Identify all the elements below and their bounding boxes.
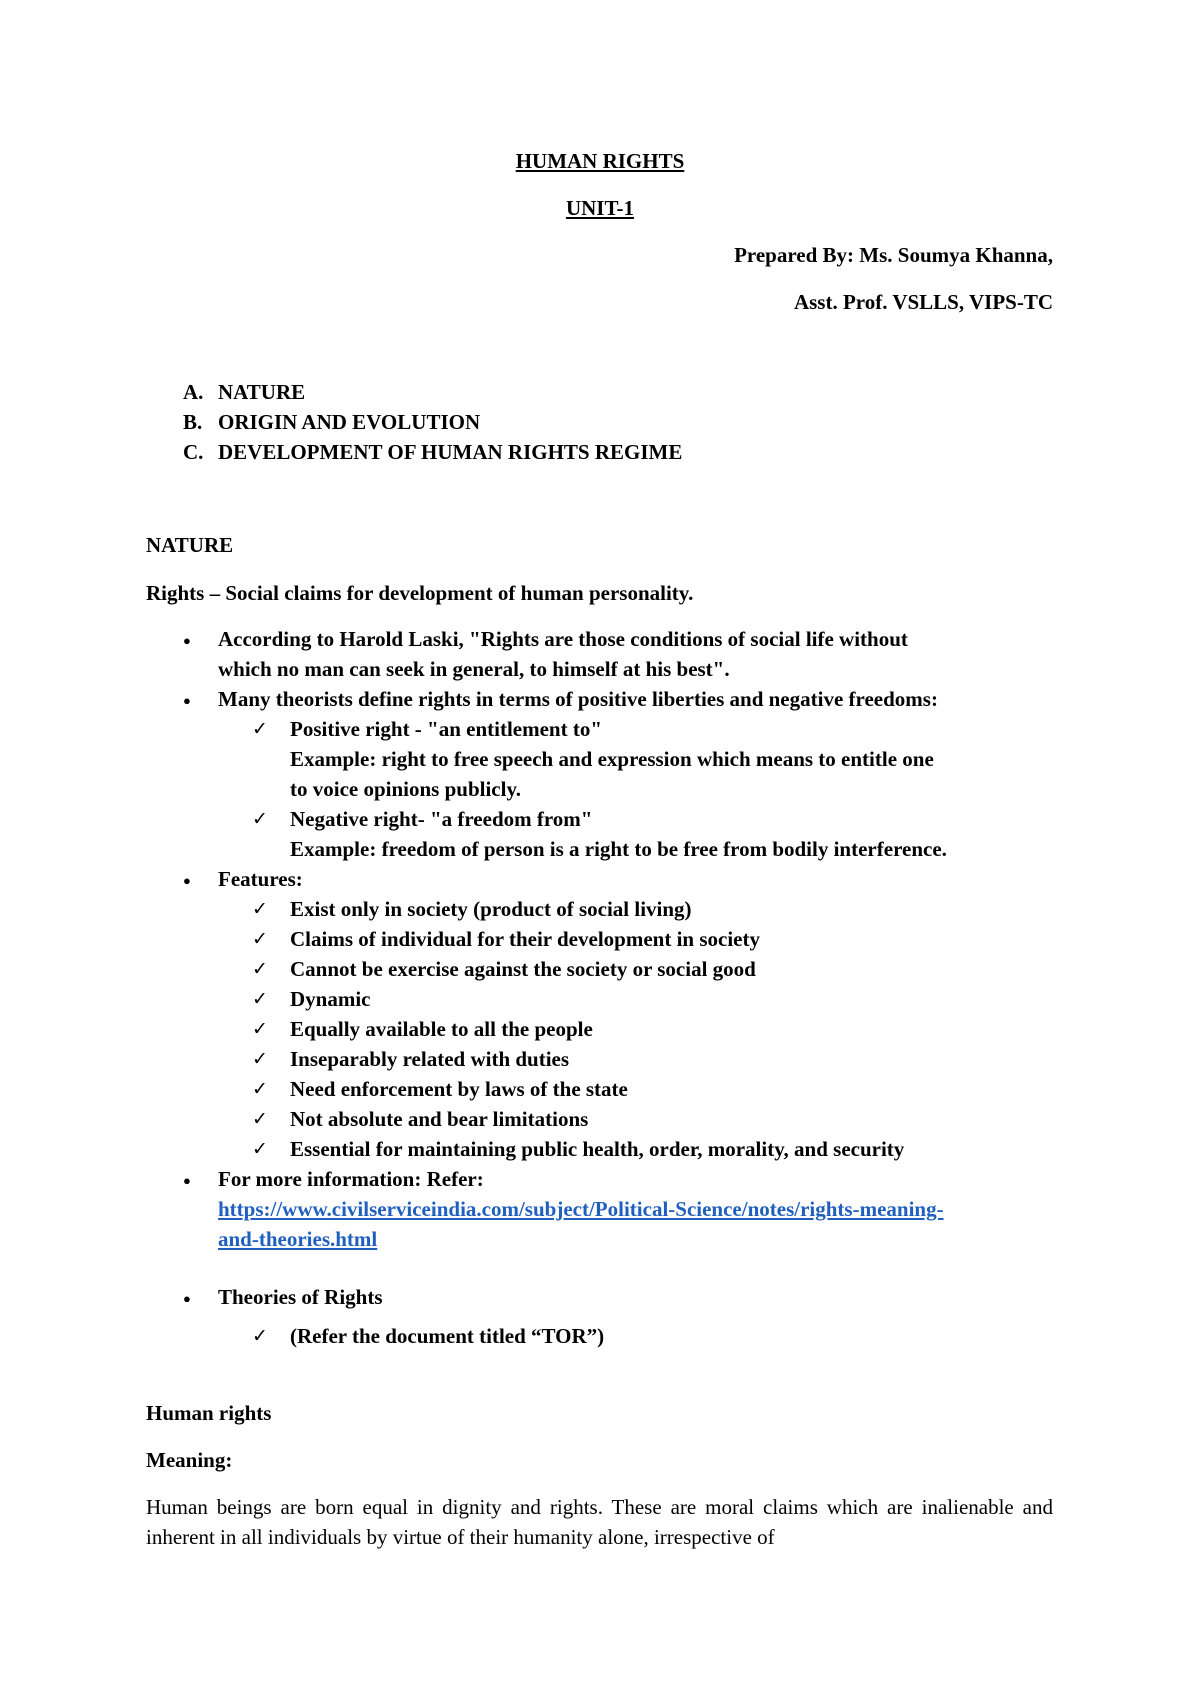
theories-reference: (Refer the document titled “TOR”) [290,1324,605,1348]
features-label: Features: [218,867,303,891]
checkmark-icon: ✓ [252,988,268,1010]
author-affiliation: Asst. Prof. VSLLS, VIPS-TC [793,290,1053,314]
checkmark-icon: ✓ [252,1018,268,1040]
toc-item: DEVELOPMENT OF HUMAN RIGHTS REGIME [218,440,683,464]
feature-item: Need enforcement by laws of the state [290,1077,628,1101]
laski-quote-line1: According to Harold Laski, "Rights are those conditions of social life without [218,627,908,651]
feature-item: Essential for maintaining public health, order, morality, and security [290,1137,905,1161]
checkmark-icon: ✓ [252,928,268,950]
section-heading-human-rights: Human rights [146,1401,272,1425]
document-title: HUMAN RIGHTS [515,149,685,173]
meaning-paragraph: Human beings are born equal in dignity and rights. These are moral claims which are inalienable and inherent in all individuals by virtue of their humanity alone, irrespective of [146,1495,1053,1549]
laski-quote-line2: which no man can seek in general, to himself at his best". [218,657,730,681]
bullet-icon: ● [183,1291,191,1306]
unit-label: UNIT-1 [565,196,635,220]
checkmark-icon: ✓ [252,718,268,740]
checkmark-icon: ✓ [252,958,268,980]
negative-right-example: Example: freedom of person is a right to be free from bodily interference. [290,837,947,861]
checkmark-icon: ✓ [252,1138,268,1160]
bullet-icon: ● [183,1173,191,1188]
toc-item: NATURE [218,380,306,404]
rights-definition: Rights – Social claims for development of human personality. [146,581,694,605]
checkmark-icon: ✓ [252,1108,268,1130]
more-info-label: For more information: Refer: [218,1167,484,1191]
feature-item: Equally available to all the people [290,1017,593,1041]
checkmark-icon: ✓ [252,898,268,920]
section-heading-nature: NATURE [146,533,234,557]
feature-item: Inseparably related with duties [290,1047,570,1071]
prepared-by: Prepared By: Ms. Soumya Khanna, [734,243,1053,267]
positive-right-label: Positive right - "an entitlement to" [290,717,603,741]
feature-item: Not absolute and bear limitations [290,1107,589,1131]
feature-item: Exist only in society (product of social living) [290,897,692,921]
checkmark-icon: ✓ [252,1048,268,1070]
feature-item: Cannot be exercise against the society or social good [290,957,756,981]
feature-item: Dynamic [290,987,371,1011]
toc-marker: C. [183,440,204,464]
bullet-icon: ● [183,873,191,888]
reference-link-line2[interactable]: and-theories.html [218,1227,378,1251]
negative-right-label: Negative right- "a freedom from" [290,807,593,831]
toc-marker: A. [183,380,204,404]
reference-link-line1[interactable]: https://www.civilserviceindia.com/subject/Political-Science/notes/rights-meaning- [218,1197,944,1221]
toc-marker: B. [183,410,203,434]
meaning-label: Meaning: [146,1448,233,1472]
checkmark-icon: ✓ [252,1078,268,1100]
positive-right-example-line2: to voice opinions publicly. [290,777,522,801]
theories-label: Theories of Rights [218,1285,383,1309]
toc-item: ORIGIN AND EVOLUTION [218,410,481,434]
feature-item: Claims of individual for their development in society [290,927,760,951]
checkmark-icon: ✓ [252,808,268,830]
bullet-icon: ● [183,633,191,648]
bullet-icon: ● [183,693,191,708]
positive-right-example-line1: Example: right to free speech and expression which means to entitle one [290,747,934,771]
theorists-text: Many theorists define rights in terms of positive liberties and negative freedoms: [218,687,938,711]
checkmark-icon: ✓ [252,1325,268,1347]
